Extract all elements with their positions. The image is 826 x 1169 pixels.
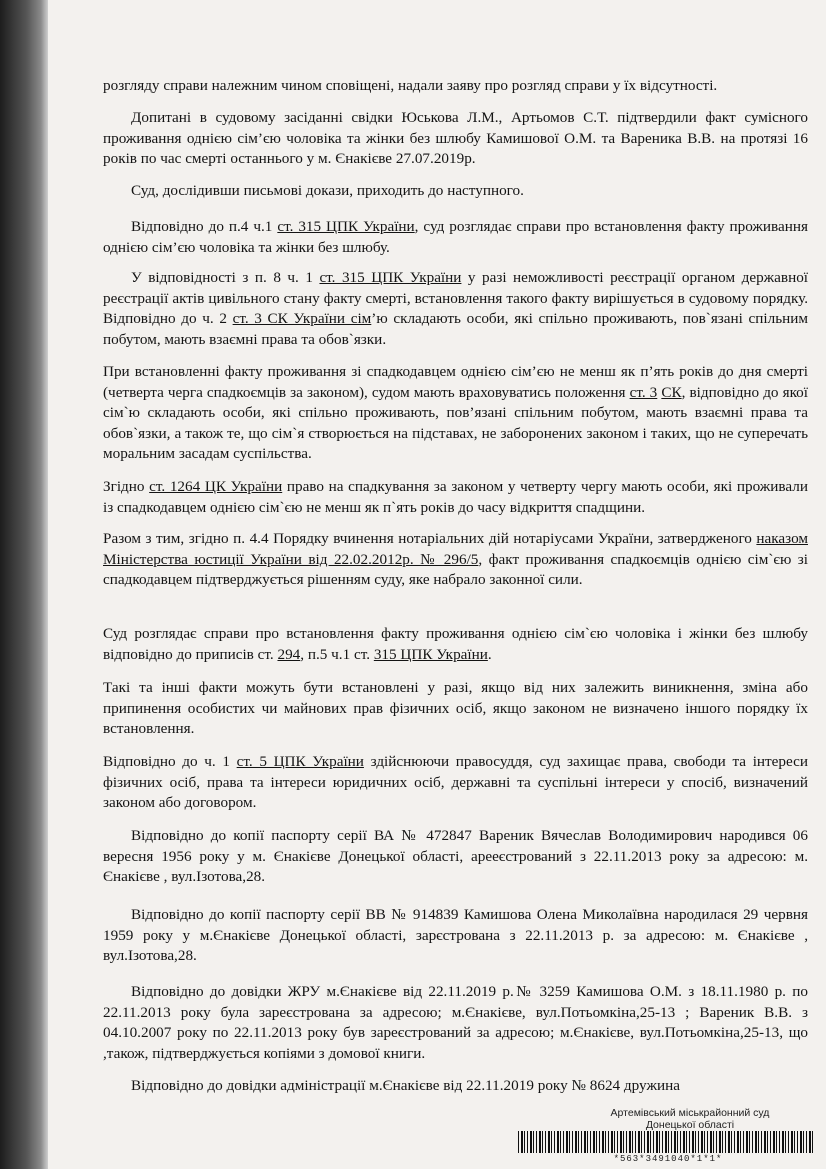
text-run: Відповідно до довідки ЖРУ м.Єнакієве від 22.11.2019 р.№ 3259 Камишова О.М. з 18.11.1980 р. по 22.11.2013 року була зареєстрована за адресою; м.Єнакієве, вул.Потьомкіна,25-13 ; Вареник В.В. з 04.10.2007 року по 22.11.2013 року був зареєстрований за адресою; м.Єнакієве, вул.Потьомкіна,25-13, що ,також, підтверджується копіями з домової книги. [103, 983, 808, 1062]
barcode-code: *563*3491040*1*1* [613, 1154, 723, 1164]
text-run: , п.5 ч.1 ст. [300, 645, 374, 663]
text-run: , факт проживання спадкоємців однією сім`єю зі спадкодавцем підтверджується рішенням суду, яке набрало законної сили. [103, 550, 808, 588]
text-run: У відповідності з п. 8 ч. 1 [131, 269, 320, 286]
legal-reference-link[interactable]: СК [661, 383, 682, 401]
text-run: Разом з тим, згідно п. 4.4 Порядку вчинення нотаріальних дій нотаріусами України, затвердженого [103, 530, 757, 547]
text-run: у разі неможливості реєстрації органом державної реєстрації актів цивільного стану факту смерті, встановлення такого факту вирішується в судовому порядку. Відповідно до ч. 2 [103, 269, 809, 327]
text-run: Такі та інші факти можуть бути встановлені у разі, якщо від них залежить виникнення, зміна або припинення особистих чи майнових прав фізичних осіб, якщо законом не визначено іншого порядку їх встановлення. [103, 679, 808, 737]
legal-reference-link[interactable]: ст. 3 [629, 383, 658, 401]
legal-reference-link[interactable]: ст. 1264 ЦК України [149, 478, 283, 495]
text-run: Допитані в судовому засіданні свідки Юськова Л.М., Артьомов С.Т. підтвердили факт сумісного проживання однією сім’єю чоловіка та жінки без шлюбу Камишової О.М. та Вареника В.В. на протязі 16 років по час смерті останнього у м. Єнакієве 27.07.2019р. [103, 109, 808, 167]
court-stamp [570, 1107, 810, 1131]
paragraph-9 [103, 678, 808, 740]
barcode [518, 1131, 814, 1153]
text-run: Відповідно до довідки адміністрації м.Єнакієве від 22.11.2019 року № 8624 дружина [131, 1077, 680, 1094]
paragraph-13 [103, 982, 808, 1064]
legal-reference-link[interactable]: ст. 3 СК України сім [232, 310, 372, 327]
text-run: Суд розглядає справи про встановлення факту проживання однією сім`єю чоловіка і жінки без шлюбу відповідно до приписів ст. [103, 625, 808, 663]
legal-reference-link[interactable]: наказом Міністерства юстиції України від 22.02.2012р. № 296/5 [103, 530, 808, 568]
paragraph-10 [103, 752, 808, 814]
paragraph-1 [103, 108, 808, 170]
text-run: право на спадкування за законом у четверту чергу мають особи, які проживали із спадкодавцем однією сім`єю не менш як п`ять років до часу відкриття спадщини. [103, 478, 808, 516]
document-page [48, 0, 826, 1169]
paragraph-12 [103, 905, 808, 967]
paragraph-4 [103, 268, 808, 350]
court-stamp-line2: Донецької області [645, 1119, 735, 1131]
text-run: . [487, 645, 492, 663]
legal-reference-link[interactable]: ст. 315 ЦПК України [277, 218, 415, 235]
text-run: Суд, дослідивши письмові докази, приходить до наступного. [131, 182, 524, 199]
paragraph-2 [103, 181, 808, 202]
text-run: розгляду справи належним чином сповіщені, надали заяву про розгляд справи у їх відсутності. [103, 77, 718, 94]
text-run: При встановленні факту проживання зі спадкодавцем однією сім’єю не менш як п’ять років до дня смерті (четверта черга спадкоємців за законом), судом мають враховуватись положення [103, 363, 808, 401]
paragraph-8 [103, 624, 808, 665]
text-run: Відповідно до копії паспорту серії ВА № 472847 Вареник Вячеслав Володимирович народився 06 вересня 1956 року у м. Єнакієве Донецької області, арееєстрований з 22.11.2013 року за адресою: м. Єнакієве , вул.Ізотова,28. [103, 827, 808, 885]
text-run: Відповідно до п.4 ч.1 [131, 218, 278, 235]
scan-edge-shadow [0, 0, 48, 1169]
paragraph-7 [103, 529, 808, 591]
text-run: ’ю складають особи, які спільно проживають, пов`язані спільним побутом, мають взаємні права та обов`язки. [103, 310, 809, 348]
paragraph-0 [103, 76, 808, 97]
legal-reference-link[interactable]: 294 [277, 645, 301, 663]
legal-reference-link[interactable]: 315 ЦПК України [373, 645, 488, 663]
paragraph-5 [103, 362, 808, 465]
paragraph-14 [103, 1076, 808, 1097]
text-run: , відповідно до якої сім`ю складають особи, які спільно проживають, пов’язані спільним побутом, мають взаємні права та обов`язки, а також те, що сім`я створюється на підставах, не заборонених законом і таких, що не суперечать моральним засадам суспільства. [103, 383, 808, 462]
paragraph-3 [103, 217, 808, 258]
text-run: здійснюючи правосуддя, суд захищає права, свободи та інтереси фізичних осіб, права та інтереси юридичних осіб, державні та суспільні інтереси у спосіб, визначений законом або договором. [103, 753, 809, 811]
text-run: Відповідно до копії паспорту серії ВВ № 914839 Камишова Олена Миколаївна народилася 29 червня 1959 року у м.Єнакієве Донецької області, зарєстрована з 22.11.2013 р. за адресою: м. Єнакієве , вул.Ізотова,28. [103, 906, 808, 964]
paragraph-11 [103, 826, 808, 888]
legal-reference-link[interactable]: ст. 5 ЦПК України [236, 753, 364, 770]
text-run: Згідно [103, 478, 150, 495]
text-run: Відповідно до ч. 1 [103, 753, 237, 770]
text-run: , суд розглядає справи про встановлення факту проживання однією сім’єю чоловіка та жінки без шлюбу. [103, 218, 808, 256]
legal-reference-link[interactable]: ст. 315 ЦПК України [319, 269, 462, 286]
paragraph-6 [103, 477, 808, 518]
court-stamp-line1: Артемівський міськрайонний суд [610, 1107, 770, 1119]
